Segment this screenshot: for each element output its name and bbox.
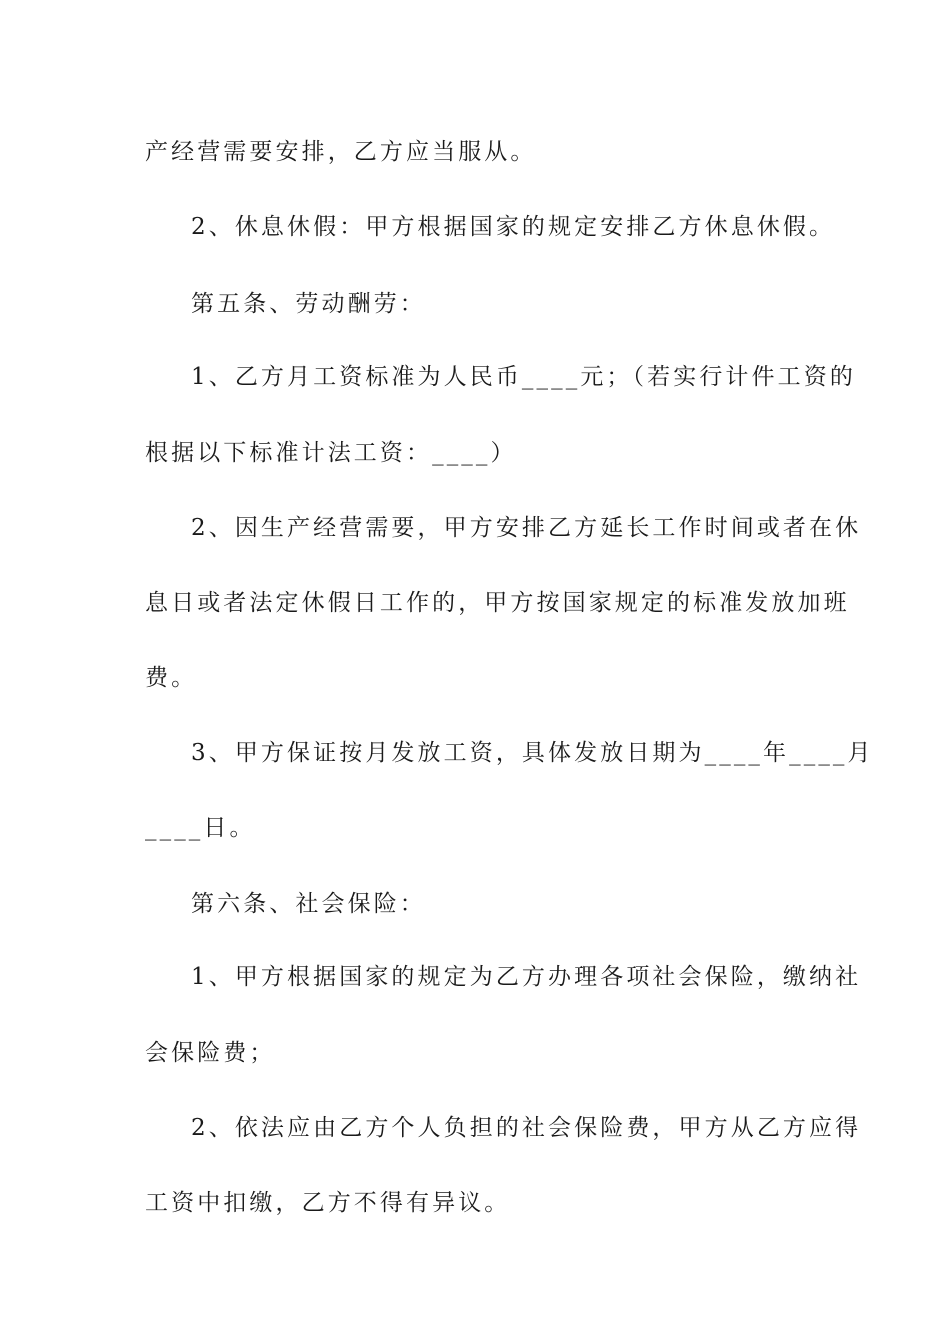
paragraph-line: 工资中扣缴，乙方不得有异议。	[145, 1190, 511, 1216]
paragraph-line: ____日。	[145, 815, 256, 841]
paragraph-line: 费。	[145, 665, 198, 691]
paragraph-line: 2、休息休假：甲方根据国家的规定安排乙方休息休假。	[191, 214, 836, 240]
paragraph-line: 根据以下标准计法工资：____）	[145, 440, 517, 466]
paragraph-line: 会保险费；	[145, 1040, 276, 1066]
paragraph-line: 息日或者法定休假日工作的，甲方按国家规定的标准发放加班	[145, 590, 850, 616]
paragraph-line: 2、依法应由乙方个人负担的社会保险费，甲方从乙方应得	[191, 1115, 862, 1141]
paragraph-line: 3、甲方保证按月发放工资，具体发放日期为____年____月	[191, 740, 874, 766]
paragraph-line: 2、因生产经营需要，甲方安排乙方延长工作时间或者在休	[191, 515, 862, 541]
paragraph-line: 1、乙方月工资标准为人民币____元；（若实行计件工资的	[191, 364, 856, 390]
paragraph-line: 1、甲方根据国家的规定为乙方办理各项社会保险，缴纳社	[191, 964, 862, 990]
section-heading: 第五条、劳动酬劳：	[191, 291, 426, 317]
section-heading: 第六条、社会保险：	[191, 891, 426, 917]
paragraph-line: 产经营需要安排，乙方应当服从。	[145, 139, 537, 165]
